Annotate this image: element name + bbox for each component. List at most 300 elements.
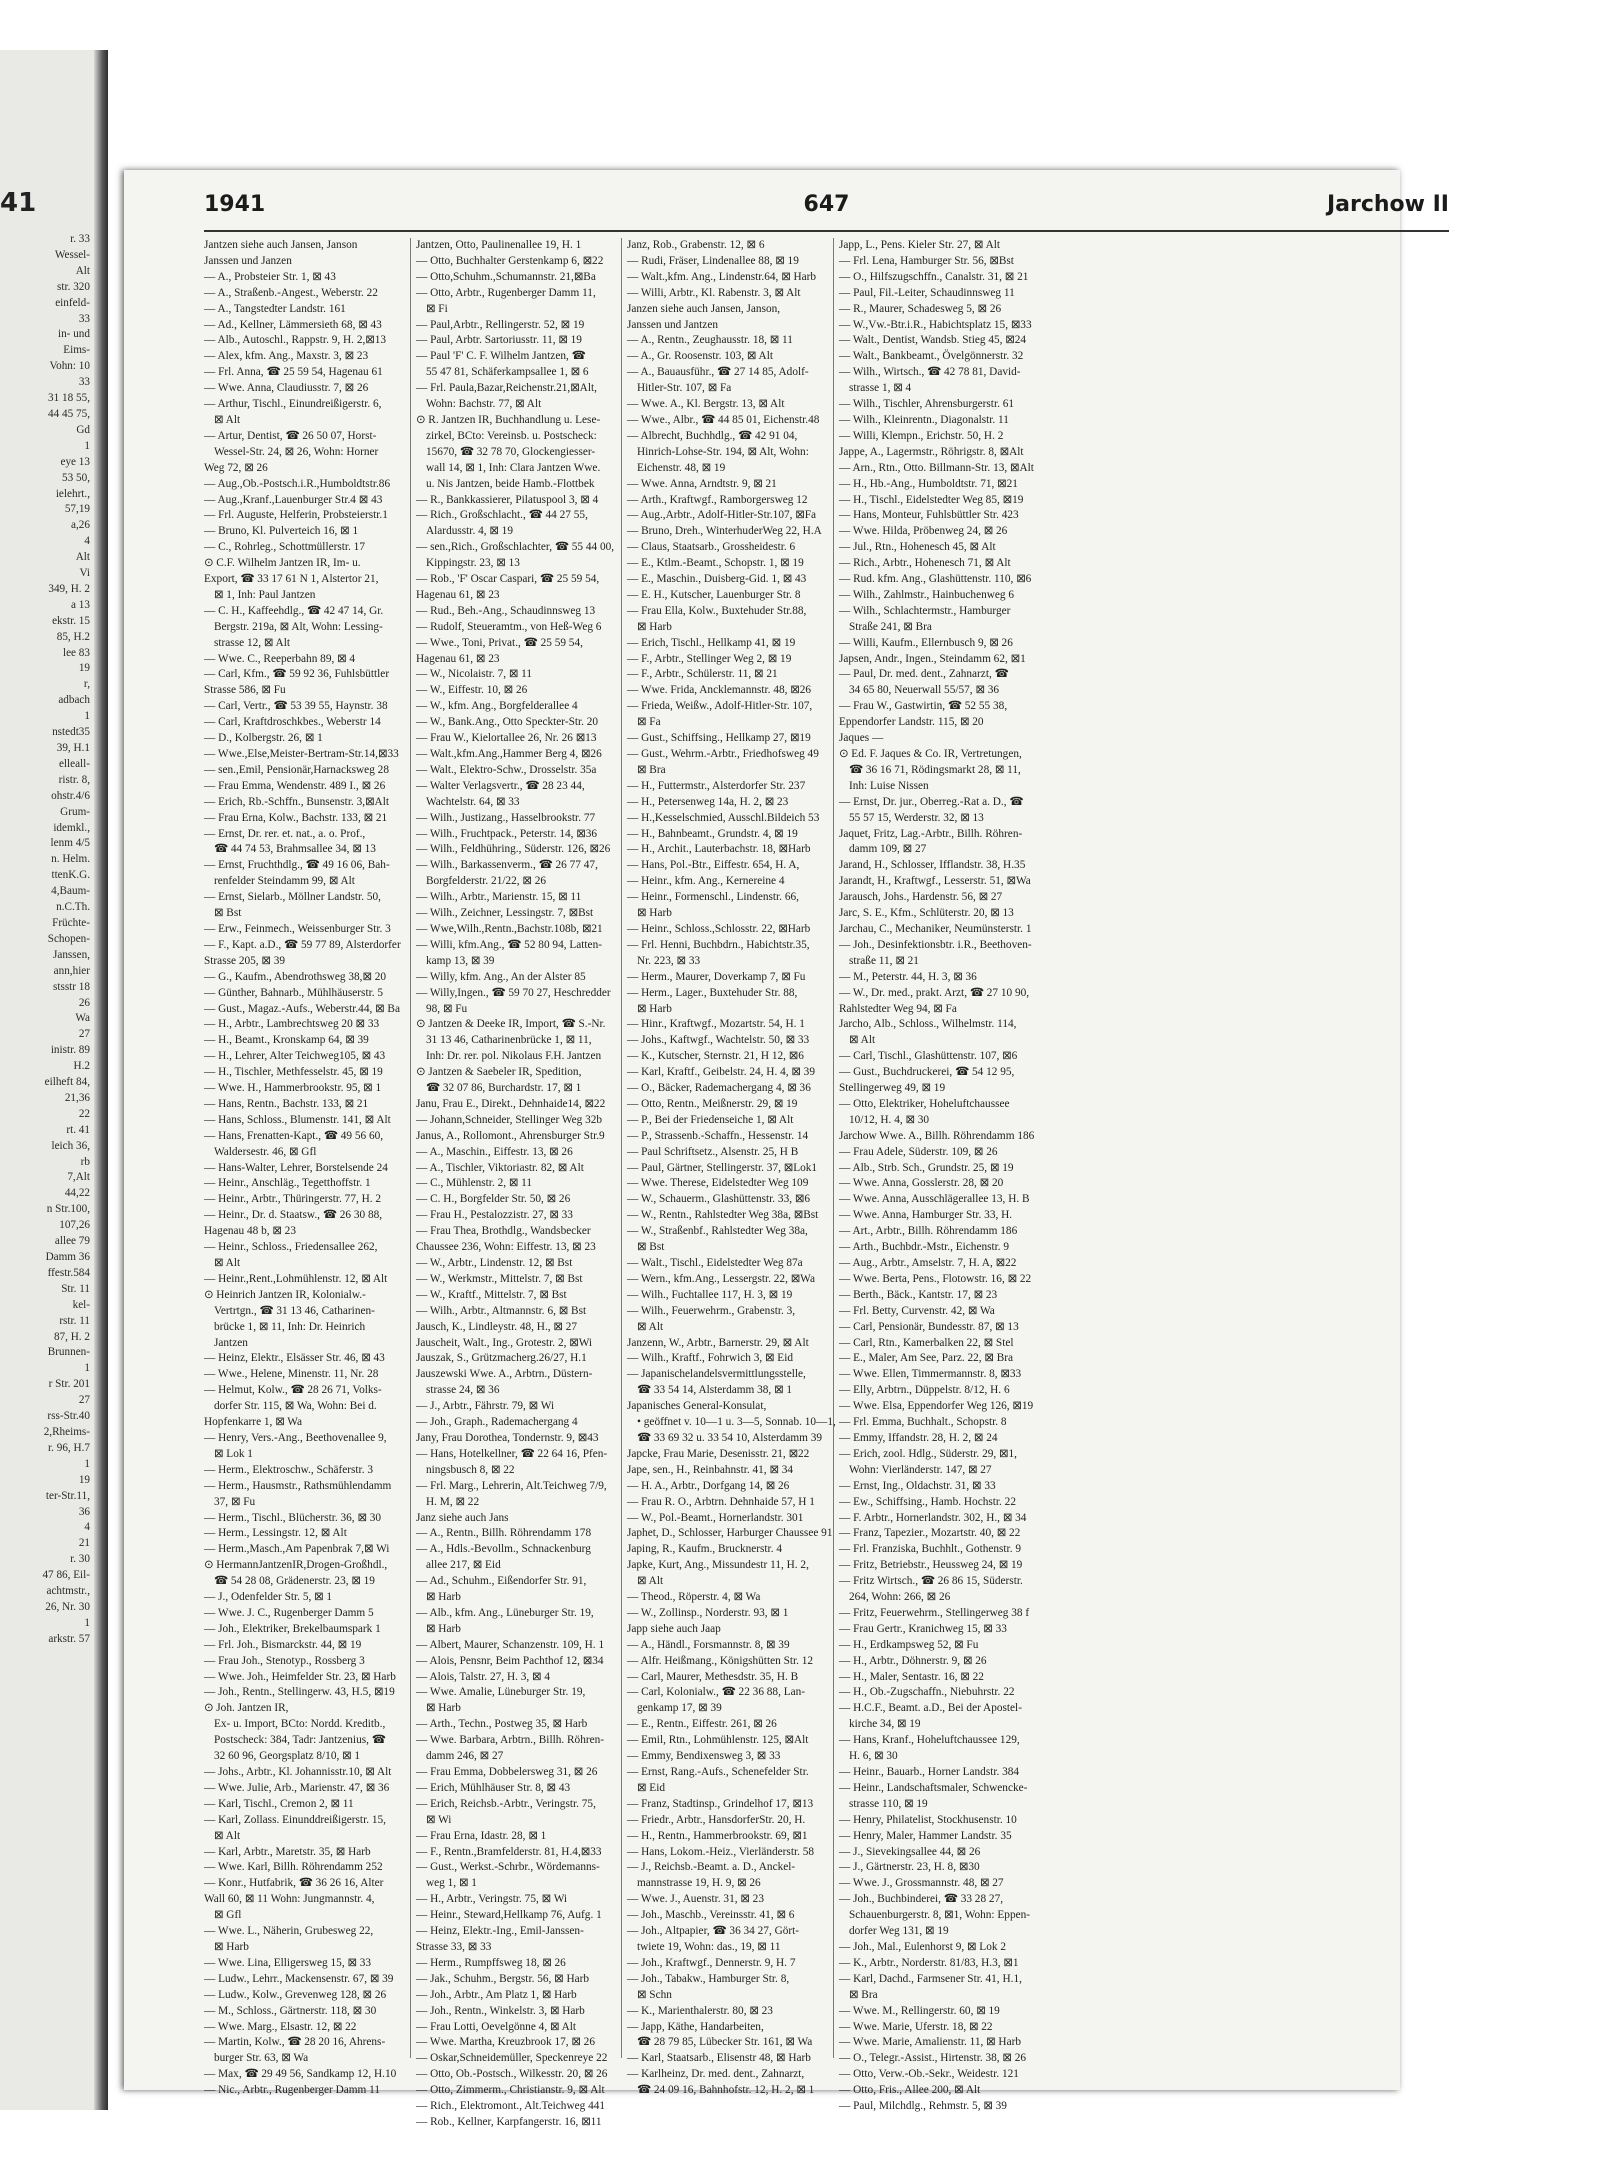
directory-entry-line: — Albert, Maurer, Schanzenstr. 109, H. 1 [416, 1638, 605, 1651]
directory-entry-line: — Wwe., Albr., ☎ 44 85 01, Eichenstr.48 [627, 413, 820, 426]
directory-entry-line: ⊙ C.F. Wilhelm Jantzen IR, Im- u. [204, 557, 361, 570]
left-page-fragment-line: 44 45 75, [48, 407, 90, 420]
directory-entry-line: Strasse 205, ⊠ 39 [204, 954, 286, 967]
left-page-number: 41 [0, 188, 37, 218]
directory-entry-line: H. M, ⊠ 22 [426, 1495, 480, 1508]
directory-entry-line: — Heinz, Elektr.-Ing., Emil-Janssen- [416, 1925, 584, 1938]
directory-entry-line: — Hans, Frenatten-Kapt., ☎ 49 56 60, [204, 1129, 384, 1142]
directory-entry-line: — Alfr. Heißmang., Königshütten Str. 12 [627, 1654, 814, 1667]
directory-entry-line: — Art., Arbtr., Billh. Röhrendamm 186 [839, 1225, 1018, 1238]
directory-entry-line: — Frau W., Kielortallee 26, Nr. 26 ⊠13 [416, 732, 597, 745]
directory-entry-line: — Paul, Fil.-Leiter, Schaudinnsweg 11 [839, 286, 1015, 299]
directory-entry-line: — Wilh., Fuchtallee 117, H. 3, ⊠ 19 [627, 1288, 793, 1301]
directory-entry-line: zirkel, BCto: Vereinsb. u. Postscheck: [426, 429, 597, 442]
directory-entry-line: ⊠ Alt [214, 413, 241, 426]
directory-entry-line: ⊙ Jantzen & Saebeler IR, Spedition, [416, 1066, 582, 1079]
left-page-fragment-line: 1 [84, 1616, 90, 1629]
directory-entry-line: Postscheck: 384, Tadr: Jantzenius, ☎ [214, 1734, 386, 1747]
directory-entry-line: — Otto, Arbtr., Rugenberger Damm 11, [416, 286, 596, 299]
directory-entry-line: Jauszewski Wwe. A., Arbtrn., Düstern- [416, 1368, 593, 1381]
directory-entry-line: — Frau R. O., Arbtrn. Dehnhaide 57, H 1 [627, 1495, 815, 1508]
directory-entry-line: Japanisches General-Konsulat, [627, 1400, 767, 1413]
directory-entry-line: — Frl. Henni, Buchbdrn., Habichtstr.35, [627, 938, 810, 951]
directory-entry-line: — Wwe. J., Grossmannstr. 48, ⊠ 27 [839, 1877, 1004, 1890]
directory-page [124, 170, 1449, 2128]
directory-entry-line: — Joh., Maschb., Vereinsstr. 41, ⊠ 6 [627, 1909, 795, 1922]
directory-entry-line: — Wwe. Hilda, Pröbenweg 24, ⊠ 26 [839, 525, 1008, 538]
left-page-fragment-line: Vi [79, 567, 90, 580]
left-page-fragment-line: n.C.Th. [56, 901, 90, 914]
directory-entry-line: — Wwe. L., Näherin, Grubesweg 22, [204, 1925, 374, 1938]
directory-entry-line: — Ad., Schuhm., Eißendorfer Str. 91, [416, 1575, 587, 1588]
directory-entry-line: — Martin, Kolw., ☎ 28 20 16, Ahrens- [204, 2036, 386, 2049]
directory-entry-line: — Herm., Rumpffsweg 18, ⊠ 26 [416, 1956, 566, 1969]
directory-entry-line: — E., Maler, Am See, Parz. 22, ⊠ Bra [839, 1352, 1014, 1365]
directory-entry-line: Export, ☎ 33 17 61 N 1, Alstertor 21, [204, 573, 379, 586]
directory-entry-line: ⊠ Alt [849, 1034, 876, 1047]
directory-entry-line: Inh: Luise Nissen [849, 779, 929, 792]
directory-entry-line: Hopfenkarre 1, ⊠ Wa [204, 1416, 303, 1429]
directory-entry-line: Jarc, S. E., Kfm., Schlüterstr. 20, ⊠ 13 [839, 907, 1014, 920]
left-page-fragment-line: rt. 41 [66, 1123, 90, 1136]
directory-entry-line: — Otto, Rentn., Meißnerstr. 29, ⊠ 19 [627, 1097, 798, 1110]
directory-entry-line: — Henry, Vers.-Ang., Beethovenallee 9, [204, 1431, 387, 1444]
directory-entry-line: genkamp 17, ⊠ 39 [637, 1702, 722, 1715]
left-page-fragment-line: 36 [78, 1505, 90, 1518]
directory-entry-line: kirche 34, ⊠ 19 [849, 1718, 921, 1731]
directory-entry-line: strasse 12, ⊠ Alt [214, 636, 290, 649]
directory-entry-line: Stellingerweg 49, ⊠ 19 [839, 1082, 946, 1095]
directory-entry-line: — Hans, Rentn., Bachstr. 133, ⊠ 21 [204, 1097, 369, 1110]
directory-entry-line: — Rich., Großschlacht., ☎ 44 27 55, [416, 509, 588, 522]
directory-entry-line: — Joh., Altpapier, ☎ 36 34 27, Gört- [627, 1925, 800, 1938]
directory-entry-line: ☎ 44 74 53, Brahmsallee 34, ⊠ 13 [214, 843, 376, 856]
directory-entry-line: — A., Probsteier Str. 1, ⊠ 43 [204, 270, 336, 283]
directory-entry-line: — Alois, Pensnr, Beim Pachthof 12, ⊠34 [416, 1654, 604, 1667]
directory-entry-line: — Ernst, Fruchthdlg., ☎ 49 16 06, Bah- [204, 859, 390, 872]
directory-entry-line: — F., Arbtr., Stellinger Weg 2, ⊠ 19 [627, 652, 792, 665]
directory-entry-line: ⊙ Jantzen & Deeke IR, Import, ☎ S.-Nr. [416, 1018, 606, 1031]
directory-entry-line: — Herm., Elektroschw., Schäferstr. 3 [204, 1463, 373, 1476]
directory-entry-line: — Hinr., Kraftwgf., Mozartstr. 54, H. 1 [627, 1018, 805, 1031]
directory-entry-line: — Frl. Paula,Bazar,Reichenstr.21,⊠Alt, [416, 382, 597, 395]
directory-entry-line: — Arth., Buchbdr.-Mstr., Eichenstr. 9 [839, 1241, 1010, 1254]
directory-entry-line: — Ludw., Lehrr., Mackensenstr. 67, ⊠ 39 [204, 1972, 394, 1985]
left-page-fragment-line: in- und [57, 328, 90, 341]
directory-entry-line: — E., Maschin., Duisberg-Gid. 1, ⊠ 43 [627, 573, 807, 586]
directory-entry-line: ⊠ Lok 1 [214, 1447, 253, 1460]
directory-entry-line: — Fritz Wirtsch., ☎ 26 86 15, Süderstr. [839, 1575, 1023, 1588]
directory-entry-line: — Frl. Auguste, Helferin, Probsteierstr.1 [204, 509, 388, 522]
directory-entry-line: — Wilh., Arbtr., Altmannstr. 6, ⊠ Bst [416, 1304, 587, 1317]
left-page-fragment-line: a,26 [71, 519, 90, 532]
left-page-fragment-line: r. 30 [70, 1553, 90, 1566]
directory-entry-line: — Walt., Bankbeamt., Övelgönnerstr. 32 [839, 350, 1024, 363]
directory-entry-line: Borgfelderstr. 21/22, ⊠ 26 [426, 875, 547, 888]
directory-entry-line: — Frau Ella, Kolw., Buxtehuder Str.88, [627, 604, 807, 617]
directory-entry-line: — Carl, Pensionär, Bundesstr. 87, ⊠ 13 [839, 1320, 1019, 1333]
left-page-fragment-line: Brunnen- [47, 1346, 90, 1359]
directory-entry-line: — Joh., Rentn., Stellingerw. 43, H.5, ⊠19 [204, 1686, 395, 1699]
left-page-fragment-line: elleall- [58, 757, 90, 770]
directory-entry-line: ☎ 24 09 16, Bahnhofstr. 12, H. 2, ⊠ 1 [637, 2084, 815, 2097]
directory-entry-line: ⊠ Bst [637, 1241, 665, 1254]
directory-entry-line: — Frau Lotti, Oevelgönne 4, ⊠ Alt [416, 2020, 577, 2033]
directory-entry-line: — Wwe. Anna, Gosslerstr. 28, ⊠ 20 [839, 1177, 1004, 1190]
directory-entry-line: — C., Mühlenstr. 2, ⊠ 11 [416, 1177, 533, 1190]
directory-entry-line: — Wwe. Marie, Amalienstr. 11, ⊠ Harb [839, 2036, 1022, 2049]
directory-entry-line: — Claus, Staatsarb., Grossheidestr. 6 [627, 541, 796, 554]
directory-entry-line: — Ad., Kellner, Lämmersieth 68, ⊠ 43 [204, 318, 382, 331]
directory-entry-line: ☎ 54 28 08, Grädenerstr. 23, ⊠ 19 [214, 1575, 375, 1588]
directory-entry-line: — Karl, Tischl., Cremon 2, ⊠ 11 [204, 1797, 354, 1810]
directory-entry-line: — H., Hb.-Ang., Humboldtstr. 71, ⊠21 [839, 477, 1018, 490]
directory-entry-line: 34 65 80, Neuerwall 55/57, ⊠ 36 [849, 684, 1000, 697]
directory-entry-line: damm 246, ⊠ 27 [426, 1750, 504, 1763]
directory-entry-line: — Wilh., Justizang., Hasselbrookstr. 77 [416, 811, 596, 824]
left-page-fragment-line: nstedt35 [52, 726, 90, 739]
directory-entry-line: — Wwe. Elsa, Eppendorfer Weg 126, ⊠19 [839, 1400, 1034, 1413]
directory-entry-line: — Arthur, Tischl., Einundreißigerstr. 6, [204, 398, 382, 411]
directory-entry-line: — Alb., kfm. Ang., Lüneburger Str. 19, [416, 1606, 594, 1619]
directory-entry-line: — Herm., Lessingstr. 12, ⊠ Alt [204, 1527, 347, 1540]
directory-entry-line: — Japp, Käthe, Handarbeiten, [627, 2020, 764, 2033]
directory-entry-line: Janzenn, W., Arbtr., Barnerstr. 29, ⊠ Alt [627, 1336, 809, 1349]
directory-entry-line: — Frau Adele, Süderstr. 109, ⊠ 26 [839, 1145, 998, 1158]
directory-entry-line: Kippingstr. 23, ⊠ 13 [426, 557, 520, 570]
directory-entry-line: — Herm., Maurer, Doverkamp 7, ⊠ Fu [627, 970, 806, 983]
directory-entry-line: — Bruno, Dreh., WinterhuderWeg 22, H.A [627, 525, 822, 538]
directory-entry-line: — W., Pol.-Beamt., Hornerlandstr. 301 [627, 1511, 804, 1524]
left-page-fragment-line: 31 18 55, [48, 392, 90, 405]
directory-column-4 [839, 238, 1040, 2113]
directory-entry-line: — A., Bauausführ., ☎ 27 14 85, Adolf- [627, 366, 809, 379]
directory-entry-line: — Erich, Tischl., Hellkamp 41, ⊠ 19 [627, 636, 796, 649]
directory-entry-line: Schauenburgerstr. 8, ⊠1, Wohn: Eppen- [849, 1909, 1031, 1922]
directory-entry-line: — Heinr., Schloss., Friedensallee 262, [204, 1241, 378, 1254]
directory-entry-line: — Frau Emma, Dobbelersweg 31, ⊠ 26 [416, 1766, 598, 1778]
directory-entry-line: — Wilh., Zeichner, Lessingstr. 7, ⊠Bst [416, 907, 594, 920]
directory-entry-line: — W., Zollinsp., Norderstr. 93, ⊠ 1 [627, 1606, 789, 1619]
directory-entry-line: ⊠ Gfl [214, 1909, 242, 1922]
directory-entry-line: — Walt.,kfm. Ang., Lindenstr.64, ⊠ Harb [627, 270, 817, 283]
directory-entry-line: — Carl, Rtn., Kamerbalken 22, ⊠ Stel [839, 1336, 1014, 1349]
left-page-fragment-line: Vohn: 10 [49, 360, 90, 373]
directory-entry-line: — Frau Joh., Stenotyp., Rossberg 3 [204, 1654, 365, 1667]
directory-entry-line: — Joh., Elektriker, Brekelbaumspark 1 [204, 1622, 381, 1635]
directory-entry-line: — Otto, Verw.-Ob.-Sekr., Weidestr. 121 [839, 2068, 1019, 2081]
directory-entry-line: — A., Tischler, Viktoriastr. 82, ⊠ Alt [416, 1161, 584, 1174]
directory-entry-line: — Rob., Kellner, Karpfangerstr. 16, ⊠11 [416, 2115, 602, 2128]
directory-entry-line: Eppendorfer Landstr. 115, ⊠ 20 [839, 716, 984, 729]
directory-entry-line: ⊙ Joh. Jantzen IR, [204, 1702, 289, 1715]
directory-entry-line: strasse 110, ⊠ 19 [849, 1797, 928, 1810]
directory-entry-line: Strasse 33, ⊠ 33 [416, 1940, 492, 1953]
directory-entry-line: — Helmut, Kolw., ☎ 28 26 71, Volks- [204, 1384, 382, 1397]
directory-entry-line: — Karl, Zollass. Einunddreißigerstr. 15, [204, 1813, 386, 1826]
directory-entry-line: Wessel-Str. 24, ⊠ 26, Wohn: Horner [214, 445, 379, 458]
directory-entry-line: Japsen, Andr., Ingen., Steindamm 62, ⊠1 [839, 652, 1026, 665]
directory-entry-line: — Carl, Kraftdroschkbes., Weberstr 14 [204, 716, 381, 729]
directory-entry-line: — Ernst, Dr. jur., Oberreg.-Rat a. D., ☎ [839, 795, 1024, 808]
directory-entry-line: — Fritz, Betriebstr., Heussweg 24, ⊠ 19 [839, 1559, 1023, 1572]
left-page-fragment-line: 27 [78, 1394, 90, 1407]
left-page-fragment-line: Eims- [63, 344, 90, 357]
directory-entry-line: — Wwe. Barbara, Arbtrn., Billh. Röhren- [416, 1734, 605, 1747]
directory-entry-line: — Carl, Tischl., Glashüttenstr. 107, ⊠6 [839, 1050, 1018, 1063]
left-page-fragment-line: ristr. 8, [58, 773, 90, 786]
directory-entry-line: H. 6, ⊠ 30 [849, 1750, 898, 1763]
directory-entry-line: — A., Hdls.-Bevollm., Schnackenburg [416, 1543, 591, 1556]
directory-entry-line: — Willi, kfm.Ang., ☎ 52 80 94, Latten- [416, 938, 602, 951]
directory-entry-line: — Karlheinz, Dr. med. dent., Zahnarzt, [627, 2068, 805, 2081]
directory-entry-line: ⊠ Schn [637, 1988, 672, 2001]
directory-entry-line: — Erich, zool. Hdlg., Süderstr. 29, ⊠1, [839, 1447, 1017, 1460]
directory-entry-line: — H., Rentn., Hammerbrookstr. 69, ⊠1 [627, 1829, 808, 1842]
directory-entry-line: — A., Rentn., Billh. Röhrendamm 178 [416, 1527, 592, 1540]
directory-entry-line: — Frau Gertr., Kranichweg 15, ⊠ 33 [839, 1622, 1007, 1635]
directory-entry-line: — Otto, Elektriker, Hoheluftchaussee [839, 1097, 1010, 1110]
directory-entry-line: — Wilh., Barkassenverm., ☎ 26 77 47, [416, 859, 598, 872]
directory-entry-line: — Ludw., Kolw., Grevenweg 128, ⊠ 26 [204, 1988, 387, 2001]
directory-entry-line: 55 57 15, Werderstr. 32, ⊠ 13 [849, 811, 984, 824]
directory-entry-line: — J., Reichsb.-Beamt. a. D., Anckel- [627, 1861, 796, 1874]
directory-entry-line: — Heinr.,Rent.,Lohmühlenstr. 12, ⊠ Alt [204, 1272, 388, 1285]
directory-entry-line: — Konr., Hutfabrik, ☎ 36 26 16, Alter [204, 1877, 384, 1890]
directory-entry-line: — Heinr., Dr. d. Staatsw., ☎ 26 30 88, [204, 1209, 383, 1222]
directory-entry-line: — Frl. Franziska, Buchhlt., Gothenstr. 9 [839, 1543, 1021, 1556]
directory-entry-line: — Alex, kfm. Ang., Maxstr. 3, ⊠ 23 [204, 350, 369, 363]
directory-entry-line: — Jak., Schuhm., Bergstr. 56, ⊠ Harb [416, 1972, 590, 1985]
directory-entry-line: Janu, Frau E., Direkt., Dehnhaide14, ⊠22 [416, 1097, 606, 1110]
directory-entry-line: — W., Rentn., Rahlstedter Weg 38a, ⊠Bst [627, 1209, 819, 1222]
directory-entry-line: Hagenau 61, ⊠ 23 [416, 588, 500, 601]
directory-entry-line: Jany, Frau Dorothea, Tondernstr. 9, ⊠43 [416, 1431, 599, 1444]
directory-entry-line: — Nic., Arbtr., Rugenberger Damm 11 [204, 2084, 381, 2097]
directory-entry-line: — Karl, Kraftf., Geibelstr. 24, H. 4, ⊠ 39 [627, 1066, 815, 1079]
left-page-fragment-line: rstr. 11 [59, 1314, 90, 1327]
directory-entry-line: ⊙ Ed. F. Jaques & Co. IR, Vertretungen, [839, 748, 1022, 760]
directory-entry-line: — C. H., Kaffeehdlg., ☎ 42 47 14, Gr. [204, 604, 384, 617]
directory-entry-line: ⊙ Heinrich Jantzen IR, Kolonialw.- [204, 1288, 366, 1301]
directory-entry-line: — Herm.,Masch.,Am Papenbrak 7,⊠ Wi [204, 1543, 390, 1556]
directory-entry-line: Japhet, D., Schlosser, Harburger Chaussee 91 [627, 1527, 833, 1540]
directory-entry-line: twiete 19, Wohn: das., 19, ⊠ 11 [637, 1940, 781, 1953]
directory-entry-line: — sen.,Emil, Pensionär,Harnacksweg 28 [204, 763, 389, 776]
directory-entry-line: — Wwe. Berta, Pens., Flotowstr. 16, ⊠ 22 [839, 1272, 1032, 1285]
directory-entry-line: Wachtelstr. 64, ⊠ 33 [426, 795, 520, 808]
directory-entry-line: — Wilh., Feuerwehrm., Grabenstr. 3, [627, 1304, 796, 1317]
directory-entry-line: — Heinr., Anschläg., Tegetthoffstr. 1 [204, 1177, 371, 1190]
page-header [204, 192, 1449, 226]
directory-entry-line: — H., Bahnbeamt., Grundstr. 4, ⊠ 19 [627, 827, 798, 840]
directory-entry-line: — W., Werkmstr., Mittelstr. 7, ⊠ Bst [416, 1272, 583, 1285]
directory-entry-line: — H., Erdkampsweg 52, ⊠ Fu [839, 1638, 979, 1651]
directory-entry-line: — Joh., Buchbinderei, ☎ 33 28 27, [839, 1893, 1004, 1906]
directory-entry-line: Jausch, K., Lindleystr. 48, H., ⊠ 27 [416, 1320, 578, 1333]
directory-entry-line: Ex- u. Import, BCto: Nordd. Kreditb., [214, 1718, 386, 1731]
directory-entry-line: — Willi, Arbtr., Kl. Rabenstr. 3, ⊠ Alt [627, 286, 801, 299]
left-page-fragment-line: 19 [78, 662, 90, 675]
directory-entry-line: — Wwe. Anna, Claudiusstr. 7, ⊠ 26 [204, 382, 369, 395]
directory-entry-line: ⊠ Bst [214, 907, 242, 920]
directory-entry-line: 55 47 81, Schäferkampsallee 1, ⊠ 6 [426, 366, 589, 379]
directory-entry-line: strasse 1, ⊠ 4 [849, 382, 912, 395]
directory-entry-line: — Fritz, Feuerwehrm., Stellingerweg 38 f [839, 1606, 1030, 1619]
left-page-fragment-line: 7,Alt [67, 1171, 90, 1184]
directory-entry-line: ⊠ Harb [426, 1702, 461, 1715]
directory-entry-line: — Frau Thea, Brothdlg., Wandsbecker [416, 1225, 591, 1238]
left-page-fragment-line: Alt [75, 551, 90, 564]
directory-entry-line: — Heinr., Arbtr., Thüringerstr. 77, H. 2 [204, 1193, 382, 1206]
directory-entry-line: — Carl, Kfm., ☎ 59 92 36, Fuhlsbüttler [204, 668, 390, 681]
directory-entry-line: 98, ⊠ Fu [426, 1002, 468, 1015]
directory-entry-line: Jarausch, Johs., Hardenstr. 56, ⊠ 27 [839, 891, 1003, 904]
directory-entry-line: — Hans, Pol.-Btr., Eiffestr. 654, H. A, [627, 859, 800, 872]
directory-entry-line: — Joh., Arbtr., Am Platz 1, ⊠ Harb [416, 1988, 577, 2001]
directory-entry-line: ⊠ Alt [637, 1320, 664, 1333]
left-page-fragment-line: Früchte- [52, 916, 90, 929]
directory-entry-line: — P., Bei der Friedenseiche 1, ⊠ Alt [627, 1113, 794, 1126]
directory-entry-line: — H., Beamt., Kronskamp 64, ⊠ 39 [204, 1034, 369, 1047]
left-page-fragment-line: 21,36 [64, 1091, 90, 1104]
directory-entry-line: — Wwe. Therese, Eidelstedter Weg 109 [627, 1177, 809, 1190]
directory-entry-line: — Gust., Wehrm.-Arbtr., Friedhofsweg 49 [627, 748, 819, 760]
directory-entry-line: — Willy,Ingen., ☎ 59 70 27, Heschredder [416, 986, 611, 999]
directory-entry-line: Hitler-Str. 107, ⊠ Fa [637, 382, 732, 395]
directory-entry-line: Japke, Kurt, Ang., Missundestr 11, H. 2, [627, 1559, 809, 1572]
directory-entry-line: — Joh., Graph., Rademachergang 4 [416, 1416, 578, 1429]
directory-entry-line: — Walt., Elektro-Schw., Drosselstr. 35a [416, 763, 597, 776]
directory-entry-line: — Wwe. C., Reeperbahn 89, ⊠ 4 [204, 652, 356, 665]
directory-entry-line: — E. H., Kutscher, Lauenburger Str. 8 [627, 588, 801, 601]
directory-entry-line: ☎ 33 69 32 u. 33 54 10, Alsterdamm 39 [637, 1431, 823, 1444]
directory-entry-line: — Arn., Rtn., Otto. Billmann-Str. 13, ⊠Alt [839, 461, 1034, 474]
directory-entry-line: — Wwe. Anna, Hamburger Str. 33, H. [839, 1209, 1013, 1222]
directory-entry-line: Janssen und Janzen [204, 254, 292, 267]
directory-entry-line: — Henry, Maler, Hammer Landstr. 35 [839, 1829, 1012, 1842]
directory-entry-line: — Karl, Dachd., Farmsener Str. 41, H.1, [839, 1972, 1022, 1985]
directory-entry-line: — Willi, Kaufm., Ellernbusch 9, ⊠ 26 [839, 636, 1013, 649]
directory-entry-line: — Wwe. Lina, Elligersweg 15, ⊠ 33 [204, 1956, 372, 1969]
directory-entry-line: — Frl. Betty, Curvenstr. 42, ⊠ Wa [839, 1304, 995, 1317]
directory-entry-line: — Aug.,Ob.-Postsch.i.R.,Humboldtstr.86 [204, 477, 391, 490]
directory-entry-line: ⊠ Harb [637, 620, 672, 633]
left-page-fragment-line: 1 [84, 439, 90, 452]
directory-entry-line: — Wilh., Feldhühring., Süderstr. 126, ⊠26 [416, 843, 611, 856]
left-page-fragment-line: 349, H. 2 [48, 582, 90, 595]
left-page-fragment-line: 2,Rheims- [43, 1425, 90, 1438]
left-page-fragment-line: 33 [78, 376, 90, 389]
directory-entry-line: Jarchau, C., Mechaniker, Neumünsterstr. 1 [839, 922, 1032, 935]
directory-entry-line: — J., Sievekingsallee 44, ⊠ 26 [839, 1845, 981, 1858]
left-page-text [4, 232, 90, 1648]
directory-entry-line: — Aug.,Kranf.,Lauenburger Str.4 ⊠ 43 [204, 493, 383, 506]
left-page-fragment-line: rb [80, 1155, 90, 1168]
directory-entry-line: — Frl. Emma, Buchhalt., Schopstr. 8 [839, 1416, 1007, 1429]
directory-entry-line: — W., Dr. med., prakt. Arzt, ☎ 27 10 90, [839, 986, 1030, 999]
directory-entry-line: — Wwe. Amalie, Lüneburger Str. 19, [416, 1686, 586, 1699]
directory-entry-line: ⊠ Wi [426, 1813, 452, 1826]
directory-entry-line: — Arth., Techn., Postweg 35, ⊠ Harb [416, 1718, 588, 1731]
directory-entry-line: Inh: Dr. rer. pol. Nikolaus F.H. Jantzen [426, 1050, 602, 1063]
directory-column-2 [416, 238, 617, 2128]
directory-entry-line: straße 11, ⊠ 21 [849, 954, 919, 967]
directory-entry-line: — Paul 'F' C. F. Wilhelm Jantzen, ☎ [416, 350, 586, 363]
directory-entry-line: — C. H., Borgfelder Str. 50, ⊠ 26 [416, 1193, 571, 1206]
directory-entry-line: Jantzen, Otto, Paulinenallee 19, H. 1 [416, 239, 582, 251]
left-page-fragment-line: 4 [84, 535, 90, 548]
directory-entry-line: — A., Gr. Roosenstr. 103, ⊠ Alt [627, 350, 773, 363]
directory-entry-line: — Herm., Lager., Buxtehuder Str. 88, [627, 986, 798, 999]
directory-entry-line: damm 109, ⊠ 27 [849, 843, 927, 856]
directory-entry-line: Jape, sen., H., Reinbahnstr. 41, ⊠ 34 [627, 1463, 794, 1476]
directory-entry-line: ⊠ Bra [637, 763, 666, 776]
directory-entry-line: — Willi, Klempn., Erichstr. 50, H. 2 [839, 429, 1004, 442]
directory-entry-line: — Frl. Marg., Lehrerin, Alt.Teichweg 7/9, [416, 1479, 607, 1492]
directory-entry-line: — F., Rentn.,Bramfelderstr. 81, H.4,⊠33 [416, 1845, 602, 1858]
directory-entry-line: — Walt.,kfm.Ang.,Hammer Berg 4, ⊠26 [416, 748, 602, 760]
directory-entry-line: — A., Maschin., Eiffestr. 13, ⊠ 26 [416, 1145, 573, 1158]
left-page-fragment-line: 27 [78, 1028, 90, 1041]
directory-entry-line: — Frau Erna, Idastr. 28, ⊠ 1 [416, 1829, 547, 1842]
directory-entry-line: — W., Bank.Ang., Otto Speckter-Str. 20 [416, 716, 599, 729]
directory-entry-line: — Karl, Staatsarb., Elisenstr 48, ⊠ Harb [627, 2052, 811, 2065]
directory-entry-line: Jauscheit, Walt., Ing., Grotestr. 2, ⊠Wi [416, 1336, 593, 1349]
directory-entry-line: — sen.,Rich., Großschlachter, ☎ 55 44 00, [416, 541, 615, 554]
directory-entry-line: — H., Tischler, Methfesselstr. 45, ⊠ 19 [204, 1066, 383, 1079]
directory-entry-line: Jaques — [839, 732, 884, 745]
directory-entry-line: — Erich, Rb.-Schffn., Bunsenstr. 3,⊠Alt [204, 795, 389, 808]
directory-entry-line: ☎ 33 54 14, Alsterdamm 38, ⊠ 1 [637, 1384, 793, 1397]
directory-entry-line: — K., Arbtr., Norderstr. 81/83, H.3, ⊠1 [839, 1956, 1019, 1969]
book-gutter [94, 50, 108, 2110]
directory-entry-line: — Berth., Bäck., Kantstr. 17, ⊠ 23 [839, 1288, 998, 1301]
directory-entry-line: • geöffnet v. 10—1 u. 3—5, Sonnab. 10—1, [637, 1416, 836, 1429]
directory-entry-line: Japp, L., Pens. Kieler Str. 27, ⊠ Alt [839, 239, 1001, 251]
left-page-fragment-line: eilheft 84, [44, 1076, 90, 1089]
left-page-fragment-line: ter-Str.11, [45, 1489, 90, 1502]
directory-entry-line: — Wwe,Wilh.,Rentn.,Bachstr.108b, ⊠21 [416, 922, 603, 935]
directory-entry-line: — W., Kraftf., Mittelstr. 7, ⊠ Bst [416, 1288, 567, 1301]
left-page-fragment-line: adbach [58, 694, 90, 707]
directory-entry-line: — Walter Verlagsvertr., ☎ 28 23 44, [416, 779, 585, 792]
directory-entry-line: — Wilh., Zahlmstr., Hainbuchenweg 6 [839, 588, 1015, 601]
directory-entry-line: — Henry, Philatelist, Stockhusenstr. 10 [839, 1813, 1017, 1826]
directory-entry-line: — H., Petersenweg 14a, H. 2, ⊠ 23 [627, 795, 789, 808]
left-page-fragment-line: einfeld- [55, 296, 90, 309]
directory-entry-line: burger Str. 63, ⊠ Wa [214, 2052, 309, 2065]
directory-entry-line: — W., Eiffestr. 10, ⊠ 26 [416, 684, 528, 697]
left-page-fragment-line: 47 86, Eil- [42, 1569, 90, 1582]
directory-entry-line: — H., Arbtr., Veringstr. 75, ⊠ Wi [416, 1893, 568, 1906]
directory-entry-line: Jappe, A., Lagermstr., Röhrigstr. 8, ⊠Alt [839, 445, 1024, 458]
directory-entry-line: — Ernst, Ing., Oldachstr. 31, ⊠ 33 [839, 1479, 996, 1492]
directory-entry-line: Wohn: Vierländerstr. 147, ⊠ 27 [849, 1463, 992, 1476]
left-page-fragment-line: Wessel- [54, 248, 90, 261]
directory-entry-line: — Heinr., Bauarb., Horner Landstr. 384 [839, 1766, 1020, 1778]
directory-column-3 [627, 238, 836, 2097]
directory-entry-line: dorfer Weg 131, ⊠ 19 [849, 1925, 949, 1938]
directory-entry-line: — Wwe. Frida, Ancklemannstr. 48, ⊠26 [627, 684, 812, 697]
left-page-fragment-line: 39, H.1 [56, 742, 90, 754]
left-page-fragment-line: arkstr. 57 [48, 1632, 90, 1645]
left-page-fragment-line: 22 [78, 1107, 90, 1120]
directory-entry-line: — Herm., Tischl., Blücherstr. 36, ⊠ 30 [204, 1511, 382, 1524]
directory-entry-line: ningsbusch 8, ⊠ 22 [426, 1463, 515, 1476]
directory-entry-line: — H., Ob.-Zugschaffn., Niebuhrstr. 22 [839, 1686, 1015, 1699]
directory-entry-line: — Alb., Strb. Sch., Grundstr. 25, ⊠ 19 [839, 1161, 1014, 1174]
